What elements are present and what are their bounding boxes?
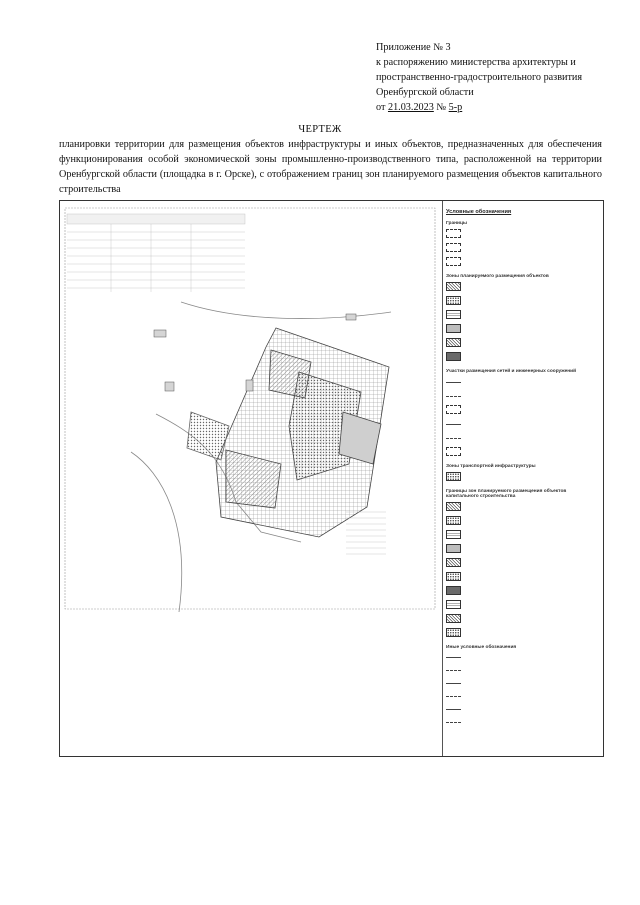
legend-swatch <box>446 696 461 697</box>
legend-row <box>446 544 600 555</box>
legend-row <box>446 243 600 254</box>
legend-swatch <box>446 338 461 347</box>
legend-swatch <box>446 530 461 539</box>
appendix-date: 21.03.2023 <box>387 102 434 113</box>
legend-row <box>446 282 600 293</box>
legend-swatch <box>446 600 461 609</box>
legend-swatch <box>446 229 461 238</box>
legend-swatch <box>446 657 461 658</box>
legend-section-networks: Участки размещения сетей и инженерных сооружений <box>446 369 577 374</box>
legend-row <box>446 338 600 349</box>
legend-heading: Условные обозначения <box>446 209 512 215</box>
appendix-line-4: Оренбургской области <box>376 87 474 98</box>
legend-swatch <box>446 472 461 481</box>
legend-row <box>446 419 600 430</box>
legend-row <box>446 717 600 728</box>
legend-swatch <box>446 516 461 525</box>
legend-section-transport: Зоны транспортной инфраструктуры <box>446 464 536 469</box>
legend-row <box>446 586 600 597</box>
legend-swatch <box>446 424 461 425</box>
legend-row <box>446 516 600 527</box>
number-prefix: № <box>436 102 447 113</box>
legend-row <box>446 310 600 321</box>
legend-swatch <box>446 352 461 361</box>
appendix-line-2: к распоряжению министерства архитектуры и <box>376 57 576 68</box>
legend-row <box>446 296 600 307</box>
legend-swatch <box>446 296 461 305</box>
legend-swatch <box>446 614 461 623</box>
document-subtitle: планировки территории для размещения объектов инфраструктуры и иных объектов, предназначенных для обеспечения функционирования особой экономической зоны промышленно-производственного типа, расположенной на территории Оренбургской области (площадка в г. Орске), с отображением границ зон планируемого размещения объектов капитального строительства <box>59 139 602 195</box>
appendix-header <box>376 40 616 115</box>
legend-swatch <box>446 405 461 414</box>
legend-row <box>446 229 600 240</box>
legend-swatch <box>446 670 461 671</box>
legend-row <box>446 558 600 569</box>
appendix-date-line <box>376 100 616 115</box>
legend-section-other: Иные условные обозначения <box>446 645 517 650</box>
legend-swatch <box>446 628 461 637</box>
legend-section-borders: Границы <box>446 221 468 226</box>
legend-swatch <box>446 586 461 595</box>
legend-swatch <box>446 257 461 266</box>
legend-swatch <box>446 243 461 252</box>
legend-row <box>446 691 600 702</box>
document-title: ЧЕРТЕЖ <box>298 124 342 135</box>
legend-swatch <box>446 438 461 439</box>
legend-row <box>446 665 600 676</box>
legend-row <box>446 472 600 483</box>
legend-swatch <box>446 382 461 383</box>
appendix-line-3: пространственно-градостроительного развития <box>376 72 583 83</box>
map-main-plot <box>187 328 389 537</box>
legend-row <box>446 377 600 388</box>
legend-row <box>446 652 600 663</box>
legend-swatch <box>446 544 461 553</box>
legend-row <box>446 614 600 625</box>
legend-row <box>446 572 600 583</box>
legend-section-zones: Зоны планируемого размещения объектов <box>446 274 549 279</box>
map-drawing <box>61 202 441 755</box>
legend-row <box>446 628 600 639</box>
legend-row <box>446 433 600 444</box>
legend-swatch <box>446 324 461 333</box>
legend-row <box>446 352 600 363</box>
legend-swatch <box>446 447 461 456</box>
legend-row <box>446 257 600 268</box>
legend-row <box>446 704 600 715</box>
legend-swatch <box>446 572 461 581</box>
legend-swatch <box>446 396 461 397</box>
legend-row <box>446 530 600 541</box>
legend-swatch <box>446 709 461 710</box>
planning-map <box>61 202 441 755</box>
legend-other-rows <box>446 652 600 728</box>
legend-swatch <box>446 683 461 684</box>
map-annotation-block <box>346 512 386 554</box>
legend-row <box>446 447 600 458</box>
legend-row <box>446 600 600 611</box>
appendix-line-1: Приложение № 3 <box>376 42 451 53</box>
legend-section-lines: Границы зон планируемого размещения объектов капитального строительства <box>446 489 567 499</box>
legend-row <box>446 391 600 402</box>
legend-row <box>446 324 600 335</box>
legend-swatch <box>446 502 461 511</box>
drawing-sheet <box>59 200 604 757</box>
legend-swatch <box>446 310 461 319</box>
legend-swatch <box>446 282 461 291</box>
legend-row <box>446 678 600 689</box>
legend-swatch <box>446 722 461 723</box>
appendix-number: 5-р <box>448 102 463 113</box>
legend-swatch <box>446 558 461 567</box>
map-table-block <box>67 214 245 292</box>
legend-panel <box>446 207 600 752</box>
legend-row <box>446 502 600 513</box>
date-prefix: от <box>376 102 386 113</box>
legend-row <box>446 405 600 416</box>
sheet-divider <box>442 201 443 756</box>
